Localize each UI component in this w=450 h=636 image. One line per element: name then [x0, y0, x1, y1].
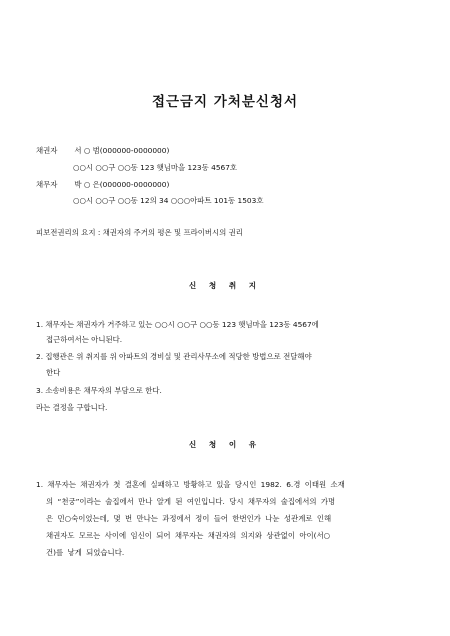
- reasons-line-4: 채권자도 모르는 사이에 임신이 되어 채무자는 채권자의 의지와 상관없이 아이(서○: [46, 531, 331, 540]
- purpose-heading: 신 청 취 지: [188, 281, 262, 290]
- reasons-heading: 신 청 이 유: [188, 440, 262, 449]
- reasons-line-3: 은 민○숙이었는데, 몇 번 만나는 과정에서 정이 들어 한번인가 나눈 성관계로 인해: [46, 514, 332, 523]
- debtor-address: ○○시 ○○구 ○○동 12의 34 ○○○아파트 101동 1503호: [73, 196, 264, 205]
- debtor-name: 박 ○ 은(000000-0000000): [74, 180, 170, 189]
- purpose-item-1-line2: 접근하여서는 아니된다.: [46, 335, 123, 344]
- reasons-line-2: 의 “천궁”이라는 술집에서 만나 알게 된 여인입니다. 당시 채무자의 술집에서의 가명: [46, 497, 336, 506]
- creditor-name: 서 ○ 범(000000-0000000): [74, 146, 170, 155]
- reasons-line-1: 1. 채무자는 채권자가 첫 결혼에 실패하고 방황하고 있을 당시인 1982. 6.경 이태원 소재: [36, 480, 345, 489]
- creditor-line: [36, 146, 169, 155]
- purpose-item-2-line1: 2. 집행관은 위 취지를 위 아파트의 경비실 및 관리사무소에 적당한 방법으로 전달해야: [36, 352, 312, 361]
- debtor-label: 채무자: [36, 180, 58, 189]
- creditor-label: 채권자: [36, 146, 58, 155]
- decision-text: 라는 결정을 구합니다.: [36, 403, 108, 412]
- purpose-item-3-line1: 3. 소송비용은 채무자의 부담으로 한다.: [36, 386, 162, 395]
- reasons-line-5: 건)를 낳게 되었습니다.: [46, 548, 125, 557]
- creditor-address: ○○시 ○○구 ○○동 123 햇님마을 123동 4567호: [73, 163, 238, 172]
- protected-right: 피보전권리의 요지 : 채권자의 주거의 평온 및 프라이버시의 권리: [36, 228, 243, 237]
- purpose-item-1-line1: 1. 채무자는 채권자가 거주하고 있는 ○○시 ○○구 ○○동 123 햇님마을 123동 4567에: [36, 320, 319, 329]
- debtor-line: [36, 180, 169, 189]
- document-title: 접근금지 가처분신청서: [151, 94, 299, 110]
- purpose-item-2-line2: 한다: [46, 368, 61, 377]
